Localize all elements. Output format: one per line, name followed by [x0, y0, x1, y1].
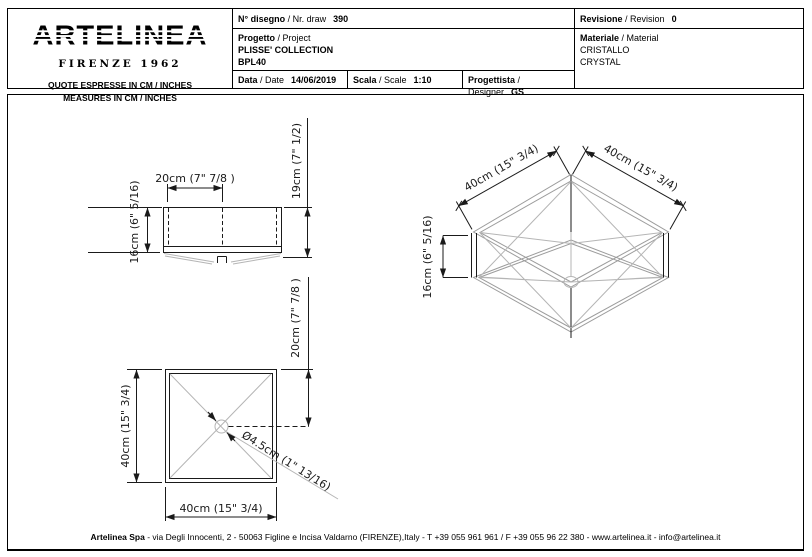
footer-company-name: Artelinea Spa: [90, 532, 145, 542]
project-model: BPL40: [238, 57, 267, 68]
dim-label-side-top: 20cm (7" 7/8 ): [155, 172, 235, 185]
designer-label-it: Progettista: [468, 75, 516, 85]
plan-view: [119, 277, 338, 521]
logo-subtitle: FIRENZE 1962: [58, 58, 182, 71]
drawing-area: [7, 94, 804, 551]
cell-revision: [575, 9, 803, 29]
isometric-view: [421, 142, 686, 338]
basin-bottom-band: [164, 247, 282, 253]
revision-label-en: / Revision: [622, 14, 665, 24]
logo-stripe: [22, 35, 218, 37]
date-value: 14/06/2019: [291, 75, 337, 85]
technical-drawing: [8, 95, 803, 547]
drain-arrow-upper: [208, 412, 216, 421]
dim-label-plan-left: 40cm (15" 3/4): [119, 384, 132, 468]
material-label-en: / Material: [619, 33, 659, 43]
revision-label-it: Revisione: [580, 14, 623, 24]
logo-stripe: [22, 30, 218, 32]
sheet-footer: [8, 532, 803, 542]
side-elevation-view: [88, 118, 312, 264]
drawing-number-value: 390: [333, 14, 349, 24]
cell-designer: [463, 71, 575, 98]
date-label-en: / Date: [257, 75, 285, 85]
drain-outlet: [218, 257, 227, 264]
date-label-it: Data: [238, 75, 258, 85]
dim-label-side-left: 16cm (6" 5/16): [128, 180, 141, 264]
dim-label-plan-bottom: 40cm (15" 3/4): [179, 502, 263, 515]
material-value-it: CRISTALLO: [580, 45, 630, 56]
note-line-2: MEASURES IN CM / INCHES: [63, 93, 177, 104]
project-collection: PLISSE' COLLECTION: [238, 45, 334, 56]
dim-label-side-right: 19cm (7" 1/2): [290, 122, 303, 200]
scale-label-en: / Scale: [376, 75, 407, 85]
extension-lines: [127, 277, 313, 521]
hidden-fold-lines: [169, 208, 277, 246]
project-label-en: / Project: [275, 33, 311, 43]
logo-stripe: [22, 39, 218, 41]
cell-scale: [348, 71, 463, 88]
dim-label-drain-diameter: Ø4.5cm (1" 13/16): [239, 428, 334, 494]
dim-label-iso-right-edge: 40cm (15" 3/4): [601, 141, 681, 195]
project-label-it: Progetto: [238, 33, 275, 43]
material-label-it: Materiale: [580, 33, 620, 43]
drawing-number-label-en: / Nr. draw: [285, 14, 327, 24]
dim-label-iso-height: 16cm (6" 5/16): [421, 215, 434, 299]
logo-cell: [8, 9, 233, 104]
drawing-number-label-it: N° disegno: [238, 14, 286, 24]
dim-label-plan-right: 20cm (7" 7/8 ): [289, 278, 302, 358]
artelinea-logo: [8, 18, 232, 55]
material-value-en: CRYSTAL: [580, 57, 621, 68]
designer-label-en: / Designer: [468, 75, 521, 98]
designer-value: GS: [511, 87, 525, 98]
footer-address: - via Degli Innocenti, 2 - 50063 Figline e Incisa Valdarno (FIRENZE),Italy - T +39 055 961 961 / F +39 055 96 22 380 - www.artelinea.it - info@artelinea.it: [144, 532, 721, 542]
scale-value: 1:10: [413, 75, 432, 85]
cell-date: [233, 71, 348, 88]
cell-project: [233, 29, 575, 71]
scale-label-it: Scala: [353, 75, 377, 85]
cell-drawing-number: [233, 9, 575, 29]
revision-value: 0: [671, 14, 677, 24]
title-block: [7, 8, 804, 104]
note-line-1: QUOTE ESPRESSE IN CM / INCHES: [47, 80, 193, 91]
cell-material: [575, 29, 803, 88]
dim-label-iso-left-edge: 40cm (15" 3/4): [461, 141, 541, 195]
underside-slope-lines: [164, 254, 281, 265]
